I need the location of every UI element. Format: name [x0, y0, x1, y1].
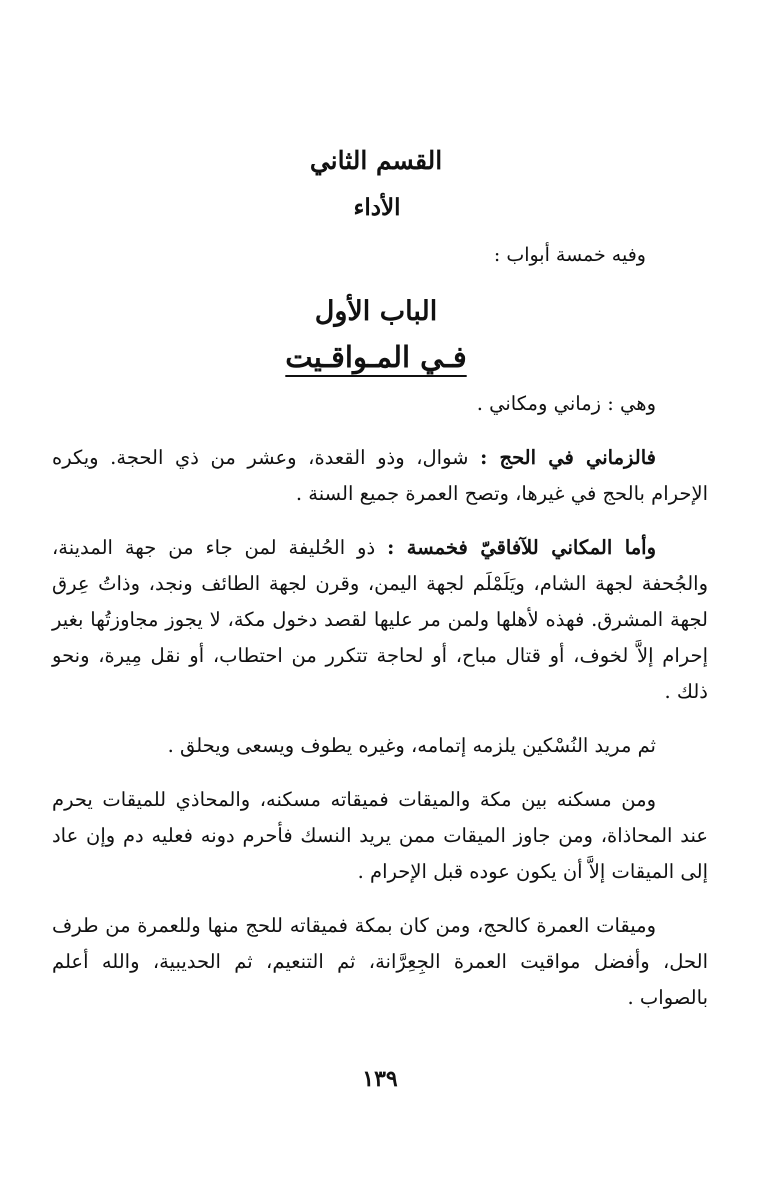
- chapter-title: فـي المـواقـيت: [285, 340, 467, 374]
- paragraph-lead: فالزماني في الحج :: [480, 446, 656, 469]
- paragraph-text: شوال، وذو القعدة، وعشر من ذي الحجة. ويكره الإحرام بالحج في غيرها، وتصح العمرة جميع السنة .: [52, 446, 708, 505]
- page-number: ١٣٩: [362, 1066, 398, 1092]
- body-text: [52, 386, 708, 1034]
- paragraph-lead: وأما المكاني للآفاقيّ فخمسة :: [387, 536, 656, 559]
- paragraph-nusk: ثم مريد النُسْكين يلزمه إتمامه، وغيره يطوف ويسعى ويحلق .: [167, 734, 656, 757]
- part-subtitle: الأداء: [353, 194, 401, 221]
- paragraph-text: ذو الحُليفة لمن جاء من جهة المدينة، والجُحفة لجهة الشام، ويَلَمْلَم لجهة اليمن، وقرن لجهة الطائف ونجد، وذاتُ عِرق لجهة المشرق. فهذه لأهلها ولمن مر عليها لقصد دخول مكة، لا يجوز مجاوزتُها بغير إحرام إلاَّ لخوف، أو قتال مباح، أو لحاجة تتكرر من احتطاب، أو نقل مِيرة، ونحو ذلك .: [52, 536, 708, 703]
- intro-line: وفيه خمسة أبواب :: [493, 244, 646, 266]
- paragraph-temporal: [52, 440, 708, 512]
- paragraph-residence: ومن مسكنه بين مكة والميقات فميقاته مسكنه، والمحاذي للميقات يحرم عند المحاذاة، ومن جاوز الميقات ممن يريد النسك فأحرم دونه فعليه دم وإن عاد إلى الميقات إلاَّ أن يكون عوده قبل الإحرام .: [52, 788, 708, 883]
- part-heading: القسم الثاني: [309, 146, 443, 175]
- paragraph-umrah: وميقات العمرة كالحج، ومن كان بمكة فميقاته للحج منها وللعمرة من طرف الحل، وأفضل مواقيت العمرة الجِعِرَّانة، ثم التنعيم، ثم الحديبية، والله أعلم بالصواب .: [52, 914, 708, 1009]
- chapter-heading: الباب الأول: [314, 296, 438, 327]
- paragraph-spatial: [52, 530, 708, 710]
- paragraph-types: وهي : زماني ومكاني .: [476, 392, 656, 415]
